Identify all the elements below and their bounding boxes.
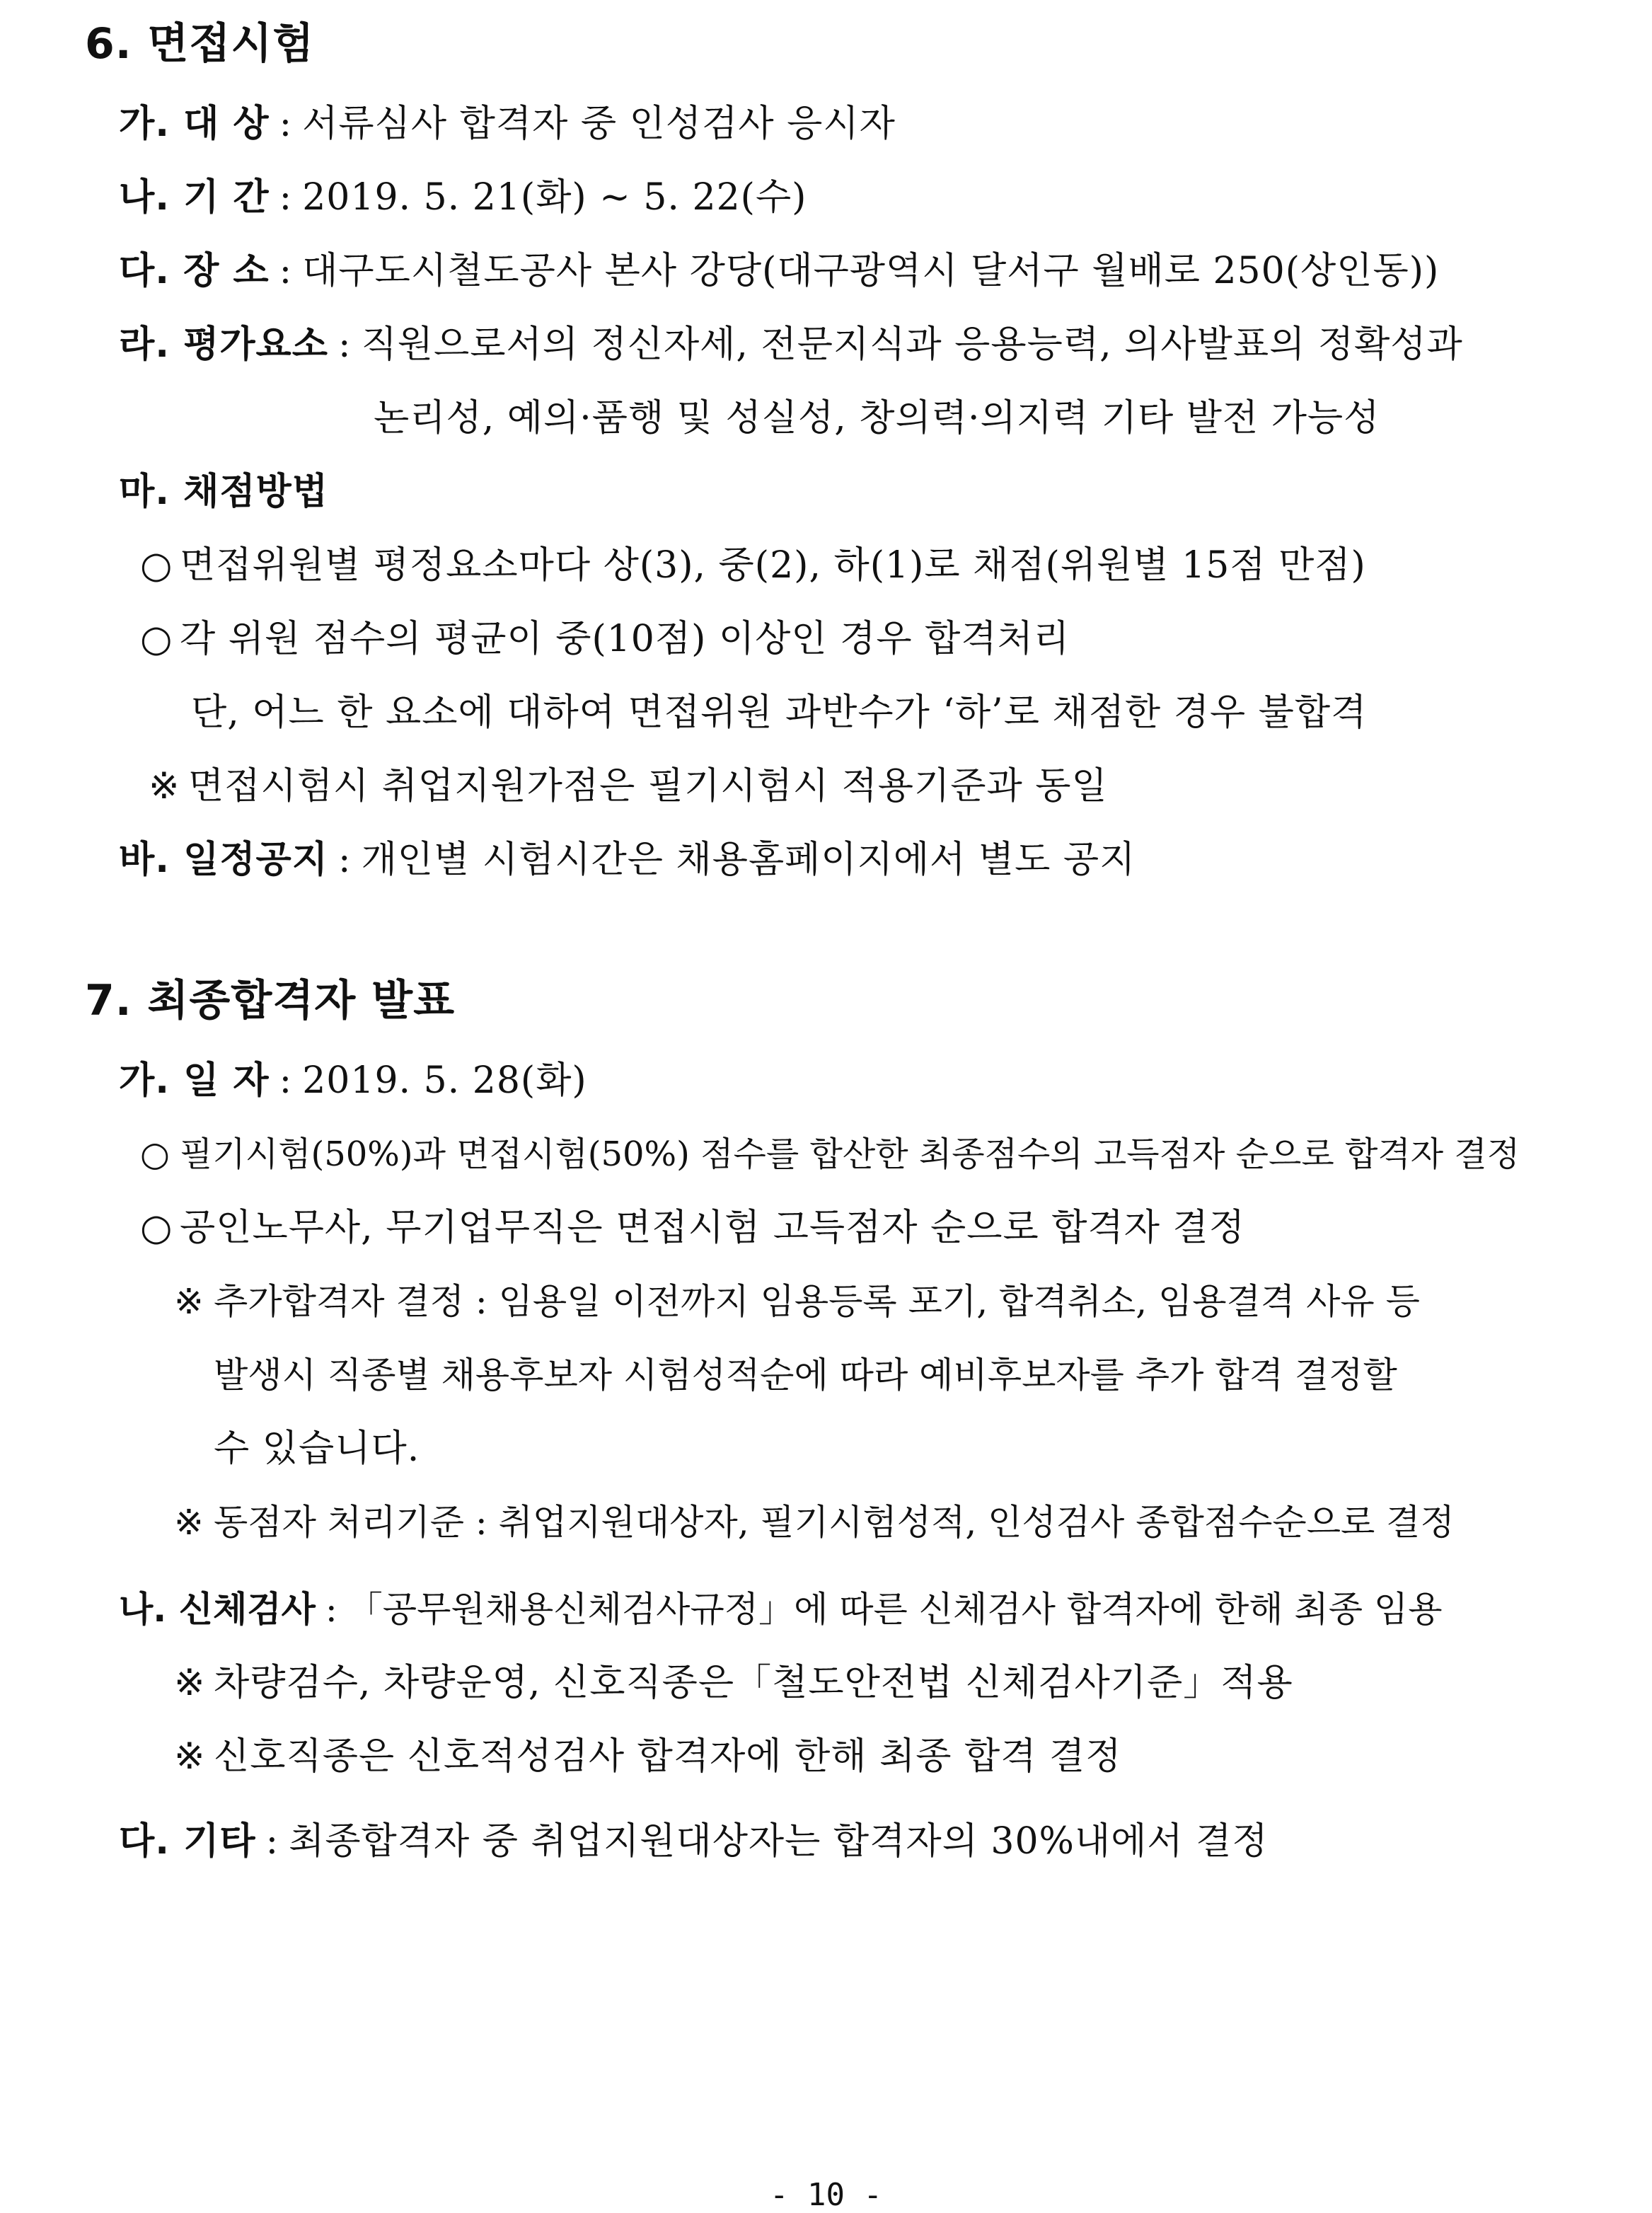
physical-note-1-text: 차량검수, 차량운영, 신호직종은「철도안전법 신체검사기준」적용: [214, 1662, 1293, 1704]
section6-heading: 6. 면접시험: [85, 19, 315, 69]
scoring-note: [149, 764, 1108, 809]
colon: :: [279, 176, 293, 219]
note-1-line-3: 수 있습니다.: [214, 1427, 420, 1470]
note-1-line-2: 발생시 직종별 채용후보자 시험성적순에 따라 예비후보자를 추가 합격 결정할: [214, 1355, 1397, 1396]
section7-heading: 7. 최종합격자 발표: [85, 976, 456, 1025]
section7-bullet-1: [140, 1132, 1520, 1177]
other-value: 최종합격자 중 취업지원대상자는 합격자의 30%내에서 결정: [289, 1820, 1269, 1863]
section6-eval-row: [119, 322, 1463, 367]
section7-bullet-2: [140, 1205, 1245, 1251]
note-icon: ※: [174, 1281, 204, 1322]
period-label: 나. 기 간: [119, 176, 270, 219]
section7-other-row: [119, 1819, 1269, 1864]
section7-bullet-1-text: 필기시험(50%)과 면접시험(50%) 점수를 합산한 최종점수의 고득점자 순으로 합격자 결정: [180, 1134, 1520, 1174]
physical-note-2: [174, 1734, 1122, 1779]
eval-label: 라. 평가요소: [119, 323, 329, 366]
scoring-label: 마. 채점방법: [119, 471, 329, 513]
target-label: 가. 대 상: [119, 103, 270, 145]
note-icon: ※: [174, 1735, 206, 1778]
notice-label: 바. 일정공지: [119, 839, 329, 881]
section6-target-row: [119, 101, 896, 146]
note-2-text: 동점자 처리기준 : 취업지원대상자, 필기시험성적, 인성검사 종합점수순으로 결정: [214, 1502, 1455, 1543]
other-label: 다. 기타: [119, 1820, 256, 1863]
colon: :: [325, 1589, 337, 1630]
section6-period-row: [119, 175, 807, 220]
section6-notice-row: [119, 837, 1136, 883]
colon: :: [265, 1820, 279, 1863]
place-value: 대구도시철도공사 본사 강당(대구광역시 달서구 월배로 250(상인동)): [302, 250, 1440, 292]
note-icon: ※: [149, 765, 180, 807]
date-label: 가. 일 자: [119, 1059, 270, 1102]
scoring-bullet-1: [140, 543, 1366, 588]
section7-note-2: [174, 1500, 1455, 1545]
section7-physical-row: [119, 1587, 1443, 1632]
scoring-bullet-2-cont: 단, 어느 한 요소에 대하여 면접위원 과반수가 ‘하’로 채점한 경우 불합격: [191, 691, 1368, 734]
notice-value: 개인별 시험시간은 채용홈페이지에서 별도 공지: [361, 839, 1136, 881]
section7-note-1: [174, 1279, 1420, 1324]
bullet-icon: ○: [140, 618, 173, 660]
note-1-line-1: 추가합격자 결정 : 임용일 이전까지 임용등록 포기, 합격취소, 임용결격 사유 등: [214, 1281, 1420, 1322]
eval-value-2: 논리성, 예의·품행 및 성실성, 창의력·의지력 기타 발전 가능성: [374, 397, 1380, 439]
bullet-icon: ○: [140, 1134, 170, 1174]
scoring-bullet-2: [140, 616, 1070, 662]
target-value: 서류심사 합격자 중 인성검사 응시자: [302, 103, 896, 145]
colon: :: [338, 323, 352, 366]
eval-value-1: 직원으로서의 정신자세, 전문지식과 응용능력, 의사발표의 정확성과: [361, 323, 1463, 366]
bullet-icon: ○: [140, 544, 173, 587]
physical-value: 「공무원채용신체검사규정」에 따른 신체검사 합격자에 한해 최종 임용: [347, 1589, 1443, 1630]
section7-bullet-2-text: 공인노무사, 무기업무직은 면접시험 고득점자 순으로 합격자 결정: [180, 1207, 1245, 1249]
colon: :: [338, 839, 352, 881]
scoring-note-text: 면접시험시 취업지원가점은 필기시험시 적용기준과 동일: [188, 765, 1108, 807]
bullet-icon: ○: [140, 1207, 173, 1249]
note-icon: ※: [174, 1662, 206, 1704]
colon: :: [279, 1059, 293, 1102]
page-number: - 10 -: [770, 2177, 882, 2213]
physical-note-1: [174, 1660, 1293, 1706]
section7-date-row: [119, 1058, 587, 1103]
physical-note-2-text: 신호직종은 신호적성검사 합격자에 한해 최종 합격 결정: [214, 1735, 1122, 1778]
note-icon: ※: [174, 1502, 204, 1543]
physical-label: 나. 신체검사: [119, 1589, 316, 1630]
scoring-bullet-1-text: 면접위원별 평정요소마다 상(3), 중(2), 하(1)로 채점(위원별 15점 만점): [180, 544, 1366, 587]
colon: :: [279, 103, 293, 145]
section6-place-row: [119, 248, 1439, 294]
scoring-bullet-2-text: 각 위원 점수의 평균이 중(10점) 이상인 경우 합격처리: [180, 618, 1070, 660]
period-value: 2019. 5. 21(화) ~ 5. 22(수): [302, 176, 807, 219]
colon: :: [279, 250, 293, 292]
date-value: 2019. 5. 28(화): [302, 1059, 587, 1102]
place-label: 다. 장 소: [119, 250, 270, 292]
